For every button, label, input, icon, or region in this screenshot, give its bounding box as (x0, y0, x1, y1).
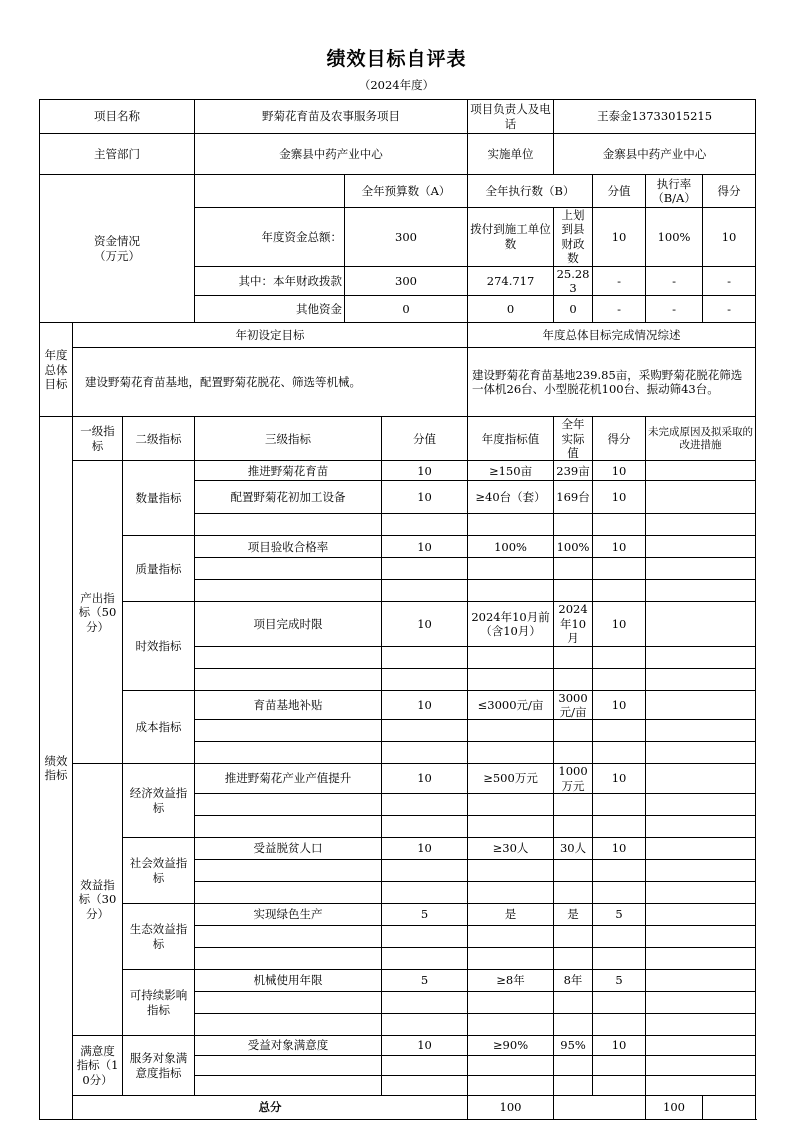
ind-name: 机械使用年限 (195, 970, 382, 992)
page-title: 绩效目标自评表 (326, 48, 467, 70)
empty-cell (554, 816, 593, 838)
empty-cell (382, 860, 468, 882)
ind-score: 5 (593, 970, 646, 992)
ind-actual: 100% (554, 536, 593, 558)
dept-value: 金寨县中药产业中心 (195, 134, 468, 175)
empty-cell (593, 882, 646, 904)
self-evaluation-table (39, 99, 756, 1120)
empty-cell (382, 580, 468, 602)
empty-cell (554, 646, 593, 668)
fund-row-label: 其他资金 (195, 296, 345, 323)
fund-rate: - (646, 296, 703, 323)
empty-cell (593, 948, 646, 970)
empty-cell (593, 992, 646, 1014)
empty-cell (593, 580, 646, 602)
empty-cell (382, 948, 468, 970)
goals-label: 年度总体目标 (40, 323, 73, 417)
header-reason: 未完成原因及拟采取的改进措施 (646, 417, 756, 461)
empty-cell (195, 882, 382, 904)
fund-rate: 100% (646, 208, 703, 267)
cost-label: 成本指标 (123, 690, 195, 764)
empty-cell (593, 926, 646, 948)
fund-score-val: 10 (593, 208, 646, 267)
empty-cell (195, 816, 382, 838)
ind-name: 项目验收合格率 (195, 536, 382, 558)
fund-score: 10 (703, 208, 756, 267)
ind-val: 10 (382, 764, 468, 794)
fund-paid: 0 (468, 296, 554, 323)
empty-cell (646, 646, 756, 668)
goals-set-text: 建设野菊花育苗基地，配置野菊花脱花、筛选等机械。 (73, 348, 468, 417)
project-owner: 王泰金13733015215 (554, 100, 756, 134)
empty-cell (554, 668, 593, 690)
empty-cell (554, 720, 593, 742)
empty-cell (593, 742, 646, 764)
fund-county: 0 (554, 296, 593, 323)
ind-name: 育苗基地补贴 (195, 690, 382, 720)
output-label: 产出指标（50分） (73, 461, 123, 764)
ind-name: 推进野菊花育苗 (195, 461, 382, 481)
fund-county: 25.283 (554, 266, 593, 296)
empty-cell (195, 1076, 382, 1096)
empty-cell (646, 1056, 756, 1076)
ind-score: 10 (593, 602, 646, 646)
empty-cell (382, 742, 468, 764)
ecological-label: 生态效益指标 (123, 904, 195, 970)
empty-cell (646, 580, 756, 602)
ind-score: 10 (593, 1036, 646, 1056)
empty-cell (593, 646, 646, 668)
empty-cell (195, 558, 382, 580)
empty-cell (382, 1076, 468, 1096)
empty-cell (554, 926, 593, 948)
total-label: 总分 (73, 1096, 468, 1120)
ind-actual: 是 (554, 904, 593, 926)
empty-cell (468, 1014, 554, 1036)
ind-score: 10 (593, 764, 646, 794)
ind-target: ≥90% (468, 1036, 554, 1056)
ind-reason (646, 904, 756, 926)
fund-budget: 300 (345, 266, 468, 296)
empty-cell (593, 558, 646, 580)
empty-cell (195, 514, 382, 536)
ind-val: 10 (382, 1036, 468, 1056)
fund-rate: - (646, 266, 703, 296)
ind-actual: 8年 (554, 970, 593, 992)
dept-label: 主管部门 (40, 134, 195, 175)
empty-cell (382, 514, 468, 536)
empty-cell (593, 794, 646, 816)
empty-cell (468, 992, 554, 1014)
fund-score-val: - (593, 296, 646, 323)
header-target: 年度指标值 (468, 417, 554, 461)
empty-cell (554, 1096, 646, 1120)
empty-cell (554, 794, 593, 816)
fund-row-label: 其中：本年财政拨款 (195, 266, 345, 296)
ind-name: 推进野菊花产业产值提升 (195, 764, 382, 794)
empty-cell (195, 860, 382, 882)
ind-target: ≤3000元/亩 (468, 690, 554, 720)
empty-cell (554, 742, 593, 764)
fund-score: - (703, 266, 756, 296)
ind-score: 10 (593, 536, 646, 558)
sub-county: 上划到县财政数 (554, 208, 593, 267)
empty-cell (382, 646, 468, 668)
col-score-val: 分值 (593, 175, 646, 208)
empty-cell (382, 720, 468, 742)
empty-cell (195, 926, 382, 948)
ind-reason (646, 461, 756, 481)
empty-cell (646, 514, 756, 536)
ind-reason (646, 481, 756, 514)
empty-cell (646, 1014, 756, 1036)
ind-score: 10 (593, 461, 646, 481)
service-label: 服务对象满意度指标 (123, 1036, 195, 1096)
empty-cell (646, 860, 756, 882)
empty-cell (646, 668, 756, 690)
empty-cell (195, 1056, 382, 1076)
empty-cell (646, 794, 756, 816)
empty-cell (195, 742, 382, 764)
col-score: 得分 (703, 175, 756, 208)
empty-cell (554, 514, 593, 536)
header-level2: 二级指标 (123, 417, 195, 461)
ind-name: 项目完成时限 (195, 602, 382, 646)
sustainable-label: 可持续影响指标 (123, 970, 195, 1036)
ind-val: 10 (382, 481, 468, 514)
impl-value: 金寨县中药产业中心 (554, 134, 756, 175)
empty-cell (593, 860, 646, 882)
empty-cell (593, 720, 646, 742)
ind-val: 10 (382, 838, 468, 860)
ind-target: ≥8年 (468, 970, 554, 992)
fund-budget: 300 (345, 208, 468, 267)
empty-cell (468, 882, 554, 904)
fund-score: - (703, 296, 756, 323)
empty-cell (468, 580, 554, 602)
empty-cell (593, 1014, 646, 1036)
project-name-label: 项目名称 (40, 100, 195, 134)
empty-cell (593, 668, 646, 690)
ind-actual: 169台 (554, 481, 593, 514)
empty-cell (646, 926, 756, 948)
quality-label: 质量指标 (123, 536, 195, 602)
empty-cell (382, 992, 468, 1014)
ind-reason (646, 1036, 756, 1056)
ind-val: 10 (382, 690, 468, 720)
ind-score: 10 (593, 690, 646, 720)
ind-target: ≥500万元 (468, 764, 554, 794)
empty-cell (468, 794, 554, 816)
ind-actual: 95% (554, 1036, 593, 1056)
ind-actual: 1000万元 (554, 764, 593, 794)
header-level3: 三级指标 (195, 417, 382, 461)
empty-cell (554, 1056, 593, 1076)
empty-cell (593, 1056, 646, 1076)
empty-cell (195, 992, 382, 1014)
ind-name: 实现绿色生产 (195, 904, 382, 926)
ind-val: 5 (382, 904, 468, 926)
ind-target: ≥30人 (468, 838, 554, 860)
empty-cell (468, 1076, 554, 1096)
empty-cell (468, 514, 554, 536)
empty-cell (382, 882, 468, 904)
ind-target: ≥40台（套） (468, 481, 554, 514)
header-score: 得分 (593, 417, 646, 461)
ind-val: 10 (382, 536, 468, 558)
header-level1: 一级指标 (73, 417, 123, 461)
empty-cell (195, 668, 382, 690)
empty-cell (468, 742, 554, 764)
ind-score: 10 (593, 481, 646, 514)
ind-name: 受益脱贫人口 (195, 838, 382, 860)
empty-cell (646, 558, 756, 580)
empty-cell (382, 794, 468, 816)
empty-cell (468, 948, 554, 970)
ind-val: 10 (382, 602, 468, 646)
empty-cell (554, 1014, 593, 1036)
ind-reason (646, 764, 756, 794)
empty-cell (646, 882, 756, 904)
empty-cell (382, 1014, 468, 1036)
empty-cell (554, 860, 593, 882)
project-name: 野菊花育苗及农事服务项目 (195, 100, 468, 134)
indicators-section-label: 绩效指标 (40, 417, 73, 1120)
empty-cell (468, 860, 554, 882)
project-owner-label: 项目负责人及电话 (468, 100, 554, 134)
header-score-val: 分值 (382, 417, 468, 461)
ind-reason (646, 690, 756, 720)
empty-cell (468, 720, 554, 742)
social-label: 社会效益指标 (123, 838, 195, 904)
empty-cell (195, 720, 382, 742)
empty-cell (646, 816, 756, 838)
empty-cell (195, 580, 382, 602)
empty-cell (593, 1076, 646, 1096)
fund-paid: 274.717 (468, 266, 554, 296)
ind-reason (646, 970, 756, 992)
col-budget: 全年预算数（A） (345, 175, 468, 208)
empty-cell (468, 668, 554, 690)
ind-reason (646, 838, 756, 860)
ind-reason (646, 536, 756, 558)
fund-row-label: 年度资金总额： (195, 208, 345, 267)
empty-cell (593, 816, 646, 838)
funds-header-blank (195, 175, 345, 208)
goals-set-label: 年初设定目标 (73, 323, 468, 348)
empty-cell (468, 816, 554, 838)
ind-target: 是 (468, 904, 554, 926)
empty-cell (382, 816, 468, 838)
empty-cell (554, 580, 593, 602)
economic-label: 经济效益指标 (123, 764, 195, 838)
col-exec: 全年执行数（B） (468, 175, 593, 208)
ind-score: 5 (593, 904, 646, 926)
funds-label: 资金情况 （万元） (40, 175, 195, 323)
empty-cell (646, 742, 756, 764)
ind-actual: 3000元/亩 (554, 690, 593, 720)
goals-done-label: 年度总体目标完成情况综述 (468, 323, 756, 348)
empty-cell (554, 558, 593, 580)
ind-target: 2024年10月前（含10月） (468, 602, 554, 646)
fund-budget: 0 (345, 296, 468, 323)
goals-done-text: 建设野菊花育苗基地239.85亩，采购野菊花脱花筛选一体机26台、小型脱花机100台、振动筛43台。 (468, 348, 756, 417)
ind-actual: 239亩 (554, 461, 593, 481)
empty-cell (195, 646, 382, 668)
empty-cell (554, 1076, 593, 1096)
satisfaction-label: 满意度指标（10分） (73, 1036, 123, 1096)
empty-cell (195, 1014, 382, 1036)
impl-label: 实施单位 (468, 134, 554, 175)
ind-target: ≥150亩 (468, 461, 554, 481)
empty-cell (382, 926, 468, 948)
ind-score: 10 (593, 838, 646, 860)
empty-cell (468, 926, 554, 948)
col-rate: 执行率（B/A） (646, 175, 703, 208)
ind-actual: 2024年10月 (554, 602, 593, 646)
ind-val: 10 (382, 461, 468, 481)
empty-cell (646, 992, 756, 1014)
empty-cell (646, 948, 756, 970)
ind-actual: 30人 (554, 838, 593, 860)
fund-score-val: - (593, 266, 646, 296)
timeliness-label: 时效指标 (123, 602, 195, 690)
ind-val: 5 (382, 970, 468, 992)
ind-target: 100% (468, 536, 554, 558)
empty-cell (195, 794, 382, 816)
ind-reason (646, 602, 756, 646)
total-score: 100 (646, 1096, 703, 1120)
ind-name: 受益对象满意度 (195, 1036, 382, 1056)
empty-cell (554, 992, 593, 1014)
empty-cell (468, 558, 554, 580)
empty-cell (382, 558, 468, 580)
empty-cell (646, 720, 756, 742)
empty-cell (554, 882, 593, 904)
empty-cell (382, 668, 468, 690)
empty-cell (703, 1096, 756, 1120)
quantity-label: 数量指标 (123, 461, 195, 536)
empty-cell (468, 646, 554, 668)
empty-cell (468, 1056, 554, 1076)
empty-cell (554, 948, 593, 970)
report-year: （2024年度） (358, 78, 435, 92)
ind-name: 配置野菊花初加工设备 (195, 481, 382, 514)
total-value: 100 (468, 1096, 554, 1120)
header-actual: 全年实际值 (554, 417, 593, 461)
empty-cell (593, 514, 646, 536)
empty-cell (195, 948, 382, 970)
benefit-label: 效益指标（30分） (73, 764, 123, 1036)
empty-cell (646, 1076, 756, 1096)
sub-paid: 拨付到施工单位数 (468, 208, 554, 267)
empty-cell (382, 1056, 468, 1076)
